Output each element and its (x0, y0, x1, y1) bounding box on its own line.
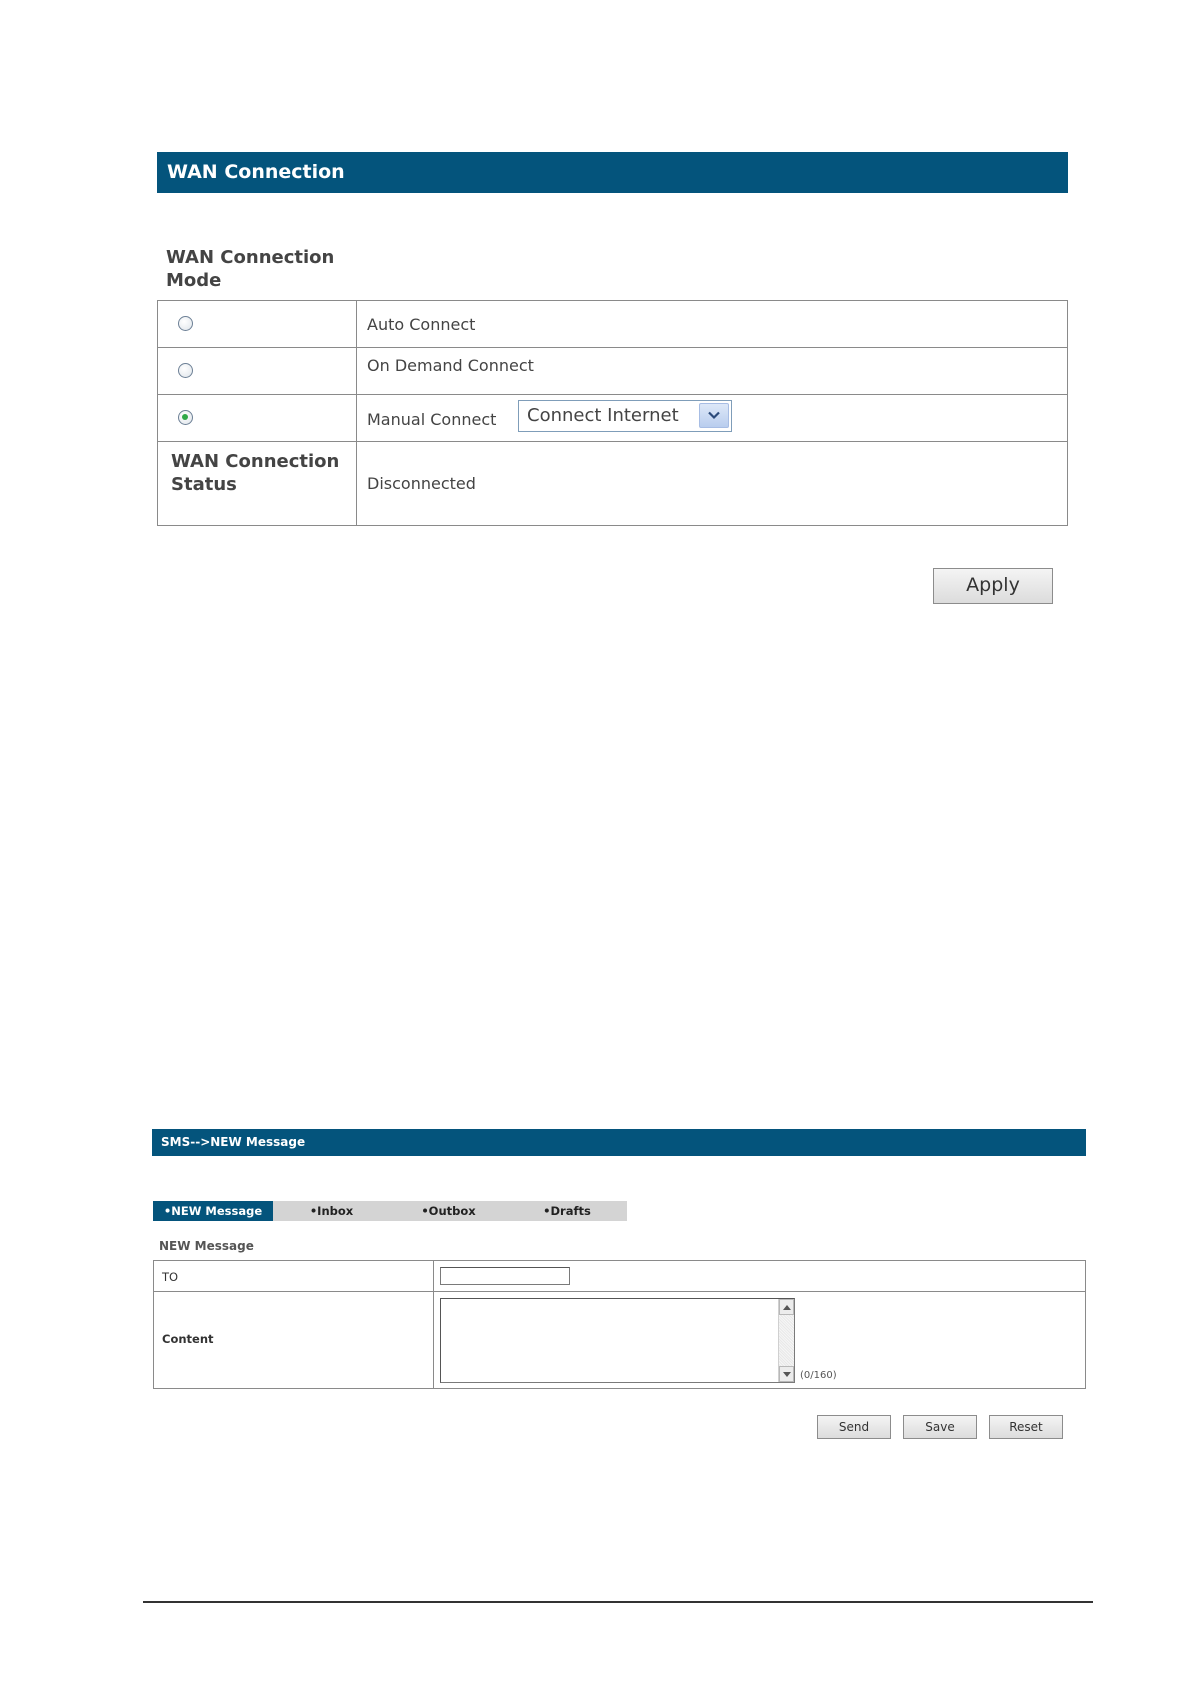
character-count: (0/160) (800, 1370, 837, 1381)
sms-new-message-header: SMS-->NEW Message (152, 1129, 1086, 1156)
content-textarea[interactable] (440, 1298, 795, 1383)
wan-connection-status-value: Disconnected (367, 474, 476, 493)
wan-connection-table (157, 300, 1068, 526)
scroll-up-arrow-icon[interactable] (779, 1299, 794, 1315)
content-row (154, 1292, 1085, 1388)
content-label: Content (162, 1332, 214, 1346)
to-input[interactable] (440, 1267, 570, 1285)
content-label-cell (154, 1292, 434, 1388)
wan-status-value-cell (357, 442, 1067, 526)
wan-mode-label-cell (357, 395, 1067, 441)
reset-button[interactable]: Reset (989, 1415, 1063, 1439)
apply-button[interactable]: Apply (933, 568, 1053, 604)
wan-mode-radio-cell (158, 348, 357, 394)
new-message-form-table (153, 1260, 1086, 1389)
wan-mode-radio-cell (158, 301, 357, 347)
new-message-section-label: NEW Message (159, 1239, 254, 1253)
manual-connect-select-value: Connect Internet (527, 405, 679, 426)
to-row (154, 1261, 1085, 1292)
tab-new-message[interactable]: •NEW Message (153, 1201, 273, 1221)
tab-outbox[interactable]: •Outbox (421, 1204, 476, 1218)
wan-mode-label-cell (357, 348, 1067, 394)
manual-connect-select[interactable] (518, 400, 732, 432)
save-button[interactable]: Save (903, 1415, 977, 1439)
wan-mode-radio-cell (158, 395, 357, 441)
footer-divider (143, 1601, 1093, 1603)
content-scrollbar[interactable] (778, 1299, 794, 1382)
on-demand-connect-label: On Demand Connect (367, 356, 534, 375)
sms-tab-bar (153, 1201, 627, 1221)
on-demand-connect-radio[interactable] (178, 363, 193, 378)
send-button[interactable]: Send (817, 1415, 891, 1439)
manual-connect-radio[interactable] (178, 410, 193, 425)
chevron-down-icon[interactable] (699, 403, 729, 428)
to-label-cell (154, 1261, 434, 1291)
wan-connection-status-row (158, 442, 1067, 526)
to-label: TO (162, 1270, 179, 1284)
wan-status-label-cell (158, 442, 357, 526)
wan-mode-label-cell (357, 301, 1067, 347)
wan-connection-status-label: WAN Connection Status (171, 451, 340, 495)
wan-mode-row-auto (158, 301, 1067, 348)
wan-connection-header: WAN Connection (157, 152, 1068, 193)
scroll-down-arrow-icon[interactable] (779, 1366, 794, 1382)
tab-drafts[interactable]: •Drafts (543, 1204, 591, 1218)
auto-connect-radio[interactable] (178, 316, 193, 331)
wan-mode-row-on-demand (158, 348, 1067, 395)
tab-inbox[interactable]: •Inbox (309, 1204, 354, 1218)
wan-mode-row-manual (158, 395, 1067, 442)
auto-connect-label: Auto Connect (367, 315, 476, 334)
wan-connection-mode-heading: WAN Connection Mode (166, 247, 335, 291)
manual-connect-label: Manual Connect (367, 410, 497, 429)
